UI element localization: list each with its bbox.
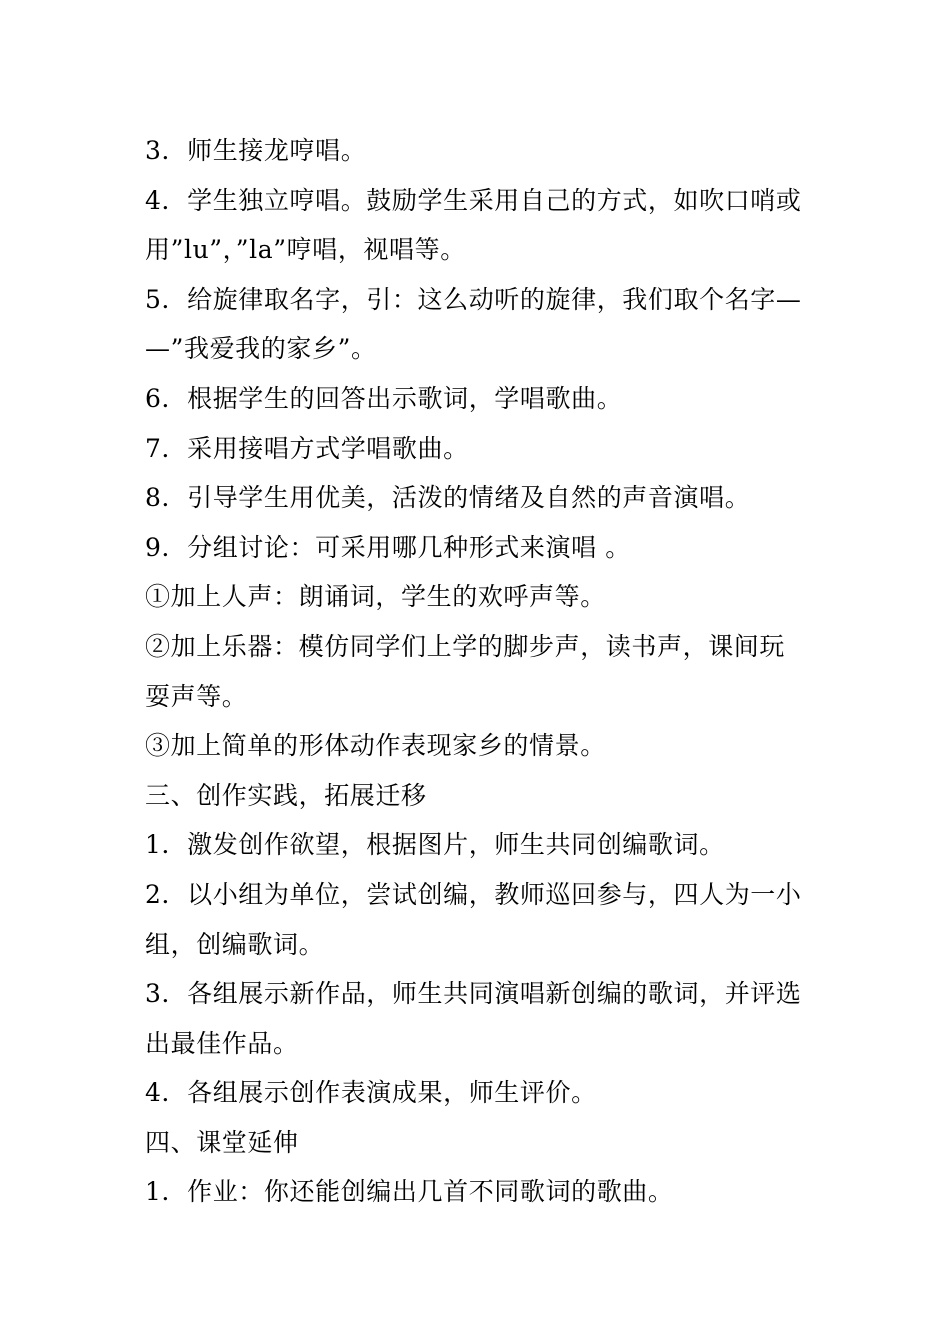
text-line: 2．以小组为单位，尝试创编，教师巡回参与，四人为一小 — [145, 879, 802, 909]
section-heading: 三、创作实践，拓展迁移 — [145, 780, 427, 810]
document-body — [145, 126, 810, 1217]
text-line: —”我爱我的家乡”。 — [145, 334, 377, 364]
text-line: 出最佳作品。 — [145, 1028, 299, 1058]
text-line: 3．师生接龙哼唱。 — [145, 136, 367, 165]
text-line: 1．激发创作欲望，根据图片，师生共同创编歌词。 — [145, 830, 725, 860]
text-line: 7．采用接唱方式学唱歌曲。 — [145, 433, 469, 463]
text-line: 3．各组展示新作品，师生共同演唱新创编的歌词，并评选 — [145, 979, 802, 1009]
text-line: 1．作业：你还能创编出几首不同歌词的歌曲。 — [145, 1177, 674, 1207]
text-line: 用”lu”，”la”哼唱，视唱等。 — [145, 235, 466, 265]
text-line: 4．各组展示创作表演成果，师生评价。 — [145, 1078, 597, 1108]
text-line: 组，创编歌词。 — [145, 929, 325, 959]
text-line: 耍声等。 — [145, 681, 248, 711]
text-line: 9．分组讨论：可采用哪几种形式来演唱 。 — [145, 532, 631, 562]
text-line: 4．学生独立哼唱。鼓励学生采用自己的方式，如吹口哨或 — [145, 185, 802, 215]
text-line: 8．引导学生用优美，活泼的情绪及自然的声音演唱。 — [145, 483, 751, 513]
text-line: 6．根据学生的回答出示歌词，学唱歌曲。 — [145, 383, 623, 413]
text-line: ①加上人声：朗诵词，学生的欢呼声等。 — [145, 582, 606, 612]
section-heading: 四、课堂延伸 — [145, 1127, 299, 1157]
text-line: ③加上简单的形体动作表现家乡的情景。 — [145, 731, 606, 761]
text-line: 5．给旋律取名字，引：这么动听的旋律，我们取个名字— — [145, 284, 802, 314]
text-line: ②加上乐器：模仿同学们上学的脚步声，读书声，课间玩 — [145, 631, 786, 661]
